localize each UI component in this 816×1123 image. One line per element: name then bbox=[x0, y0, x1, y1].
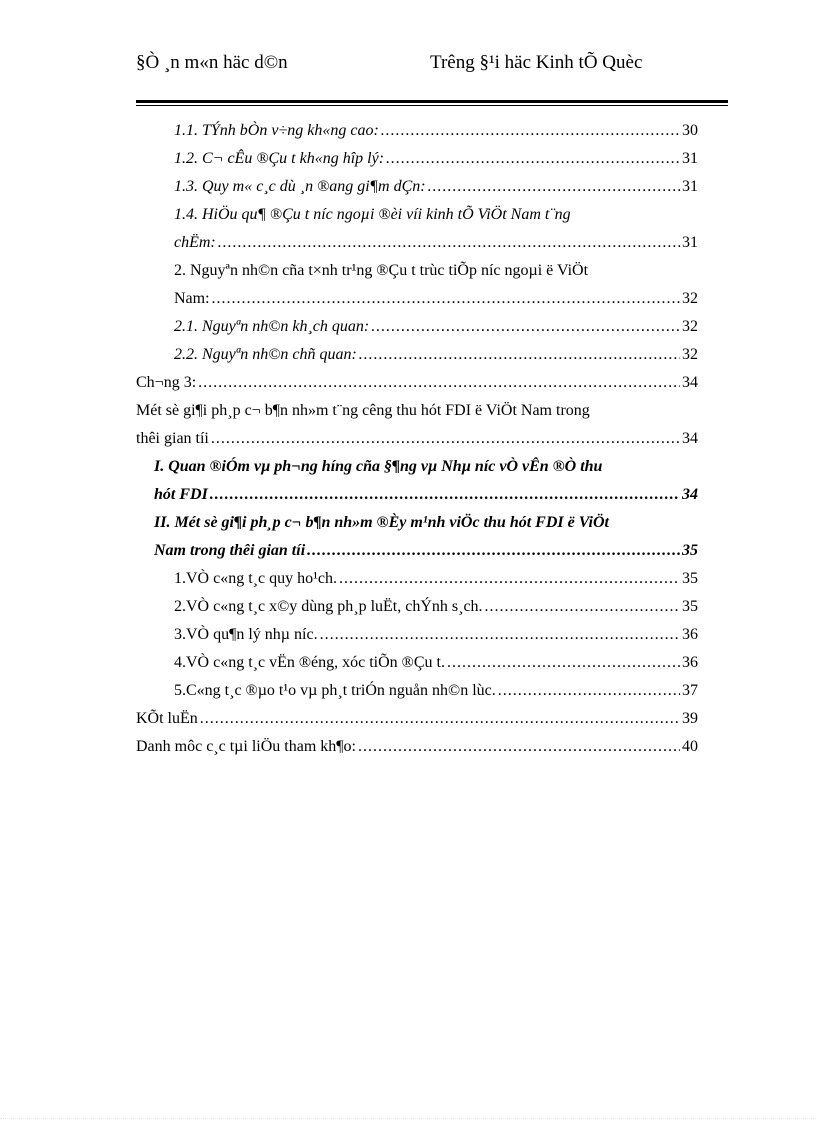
toc-entry-title-line1: II. Mét sè gi¶i ph¸p c¬ b¶n nh»m ®Èy m¹nh viÖc thu hót FDI ë ViÖt bbox=[154, 514, 609, 531]
toc-entry[interactable] bbox=[136, 313, 698, 341]
toc-page-number: 32 bbox=[682, 346, 698, 363]
toc-page-number: 31 bbox=[682, 150, 698, 167]
toc-entry-title: 2.2. Nguyªn nh©n chñ quan: bbox=[174, 346, 357, 363]
toc-leader-dots bbox=[386, 145, 680, 173]
toc-entry-line bbox=[174, 621, 698, 649]
toc-entry-line bbox=[174, 677, 698, 705]
toc-entry[interactable] bbox=[136, 369, 698, 397]
toc-entry[interactable] bbox=[136, 117, 698, 145]
toc-leader-dots bbox=[200, 705, 680, 733]
toc-entry-title: Nam: bbox=[174, 290, 210, 307]
toc-entry-title: 1.1. TÝnh bÒn v÷ng kh«ng cao: bbox=[174, 122, 379, 139]
toc-entry[interactable] bbox=[136, 201, 698, 257]
page-bottom-divider bbox=[0, 1118, 816, 1120]
toc-entry-line bbox=[174, 649, 698, 677]
toc-entry-title: Danh môc c¸c tµi liÖu tham kh¶o: bbox=[136, 738, 356, 755]
toc-leader-dots bbox=[211, 425, 680, 453]
toc-page-number: 34 bbox=[682, 374, 698, 391]
toc-page-number: 37 bbox=[682, 682, 698, 699]
toc-page-number: 35 bbox=[682, 542, 698, 559]
toc-entry[interactable] bbox=[136, 677, 698, 705]
toc-entry-line bbox=[154, 537, 698, 565]
toc-page-number: 35 bbox=[682, 598, 698, 615]
toc-entry[interactable] bbox=[136, 705, 698, 733]
toc-entry-line bbox=[174, 341, 698, 369]
toc-page-number: 36 bbox=[682, 654, 698, 671]
toc-entry-line bbox=[174, 117, 698, 145]
toc-page-number: 40 bbox=[682, 738, 698, 755]
toc-entry[interactable] bbox=[136, 173, 698, 201]
toc-leader-dots bbox=[218, 229, 680, 257]
toc-page-number: 31 bbox=[682, 234, 698, 251]
toc-entry-title: KÕt luËn bbox=[136, 710, 198, 727]
toc-entry-title: 1.VÒ c«ng t¸c quy ho¹ch. bbox=[174, 570, 337, 587]
toc-entry-line bbox=[136, 369, 698, 397]
toc-entry-title: Ch¬ng 3: bbox=[136, 374, 197, 391]
toc-entry-line bbox=[136, 425, 698, 453]
toc-leader-dots bbox=[381, 117, 680, 145]
toc-page-number: 31 bbox=[682, 178, 698, 195]
toc-page-number: 39 bbox=[682, 710, 698, 727]
table-of-contents bbox=[136, 117, 698, 761]
toc-entry[interactable] bbox=[136, 453, 698, 509]
toc-page-number: 34 bbox=[682, 486, 698, 503]
toc-leader-dots bbox=[320, 621, 680, 649]
header-right-text: Trêng §¹i häc Kinh tÕ Quèc bbox=[430, 52, 643, 73]
toc-entry-title: chËm: bbox=[174, 234, 216, 251]
toc-entry-title-line1: Mét sè gi¶i ph¸p c¬ b¶n nh»m t¨ng cêng thu hót FDI ë ViÖt Nam trong bbox=[136, 402, 590, 419]
toc-entry-title-line1: I. Quan ®iÓm vµ ph¬ng híng cña §¶ng vµ Nhµ níc vÒ vÊn ®Ò thu bbox=[154, 458, 603, 475]
toc-entry-line bbox=[174, 229, 698, 257]
toc-entry-title-line1: 2. Nguyªn nh©n cña t×nh tr¹ng ®Çu t trùc tiÕp níc ngoµi ë ViÖt bbox=[174, 262, 589, 279]
toc-entry[interactable] bbox=[136, 621, 698, 649]
toc-entry-line bbox=[174, 593, 698, 621]
toc-entry[interactable] bbox=[136, 341, 698, 369]
toc-leader-dots bbox=[428, 173, 680, 201]
toc-entry-line bbox=[136, 705, 698, 733]
toc-entry[interactable] bbox=[136, 593, 698, 621]
toc-leader-dots bbox=[307, 537, 680, 565]
toc-entry[interactable] bbox=[136, 397, 698, 453]
toc-page-number: 32 bbox=[682, 318, 698, 335]
toc-entry-title: 5.C«ng t¸c ®µo t¹o vµ ph¸t triÓn nguån nh©n lùc. bbox=[174, 682, 496, 699]
toc-entry[interactable] bbox=[136, 733, 698, 761]
toc-entry-title: 1.2. C¬ cÊu ®Çu t kh«ng hîp lý: bbox=[174, 150, 385, 167]
header-rule-thick bbox=[136, 100, 728, 103]
toc-entry-line bbox=[174, 565, 698, 593]
toc-entry[interactable] bbox=[136, 257, 698, 313]
toc-entry-line bbox=[154, 481, 698, 509]
header-rule-thin bbox=[136, 105, 728, 106]
toc-leader-dots bbox=[498, 677, 680, 705]
toc-leader-dots bbox=[339, 565, 680, 593]
toc-leader-dots bbox=[371, 313, 680, 341]
toc-leader-dots bbox=[198, 369, 680, 397]
toc-entry-title: 3.VÒ qu¶n lý nhµ níc. bbox=[174, 626, 318, 643]
toc-entry[interactable] bbox=[136, 509, 698, 565]
toc-entry-title: 2.1. Nguyªn nh©n kh¸ch quan: bbox=[174, 318, 370, 335]
toc-leader-dots bbox=[212, 285, 680, 313]
toc-entry-line bbox=[174, 173, 698, 201]
toc-page-number: 34 bbox=[682, 430, 698, 447]
toc-leader-dots bbox=[358, 733, 680, 761]
toc-entry-title: Nam trong thêi gian tíi bbox=[154, 542, 306, 559]
toc-entry-title: thêi gian tíi bbox=[136, 430, 209, 447]
toc-entry-title: 4.VÒ c«ng t¸c vËn ®éng, xóc tiÕn ®Çu t. bbox=[174, 654, 445, 671]
toc-leader-dots bbox=[447, 649, 680, 677]
toc-leader-dots bbox=[210, 481, 680, 509]
toc-page-number: 32 bbox=[682, 290, 698, 307]
toc-entry-title: 2.VÒ c«ng t¸c x©y dùng ph¸p luËt, chÝnh s¸ch. bbox=[174, 598, 483, 615]
toc-page-number: 36 bbox=[682, 626, 698, 643]
toc-entry-line bbox=[174, 313, 698, 341]
toc-page-number: 30 bbox=[682, 122, 698, 139]
toc-entry[interactable] bbox=[136, 565, 698, 593]
toc-entry-line bbox=[174, 285, 698, 313]
toc-entry-line bbox=[174, 145, 698, 173]
header-left-text: §Ò ¸n m«n häc d©n bbox=[136, 52, 288, 73]
toc-leader-dots bbox=[485, 593, 680, 621]
toc-page-number: 35 bbox=[682, 570, 698, 587]
toc-entry-title-line1: 1.4. HiÖu qu¶ ®Çu t níc ngoµi ®èi víi kinh tÕ ViÖt Nam t¨ng bbox=[174, 206, 571, 223]
toc-entry-title: 1.3. Quy m« c¸c dù ¸n ®ang gi¶m dÇn: bbox=[174, 178, 426, 195]
toc-entry-line bbox=[136, 733, 698, 761]
toc-entry[interactable] bbox=[136, 145, 698, 173]
toc-leader-dots bbox=[359, 341, 680, 369]
toc-entry-title: hót FDI bbox=[154, 486, 208, 503]
toc-entry[interactable] bbox=[136, 649, 698, 677]
